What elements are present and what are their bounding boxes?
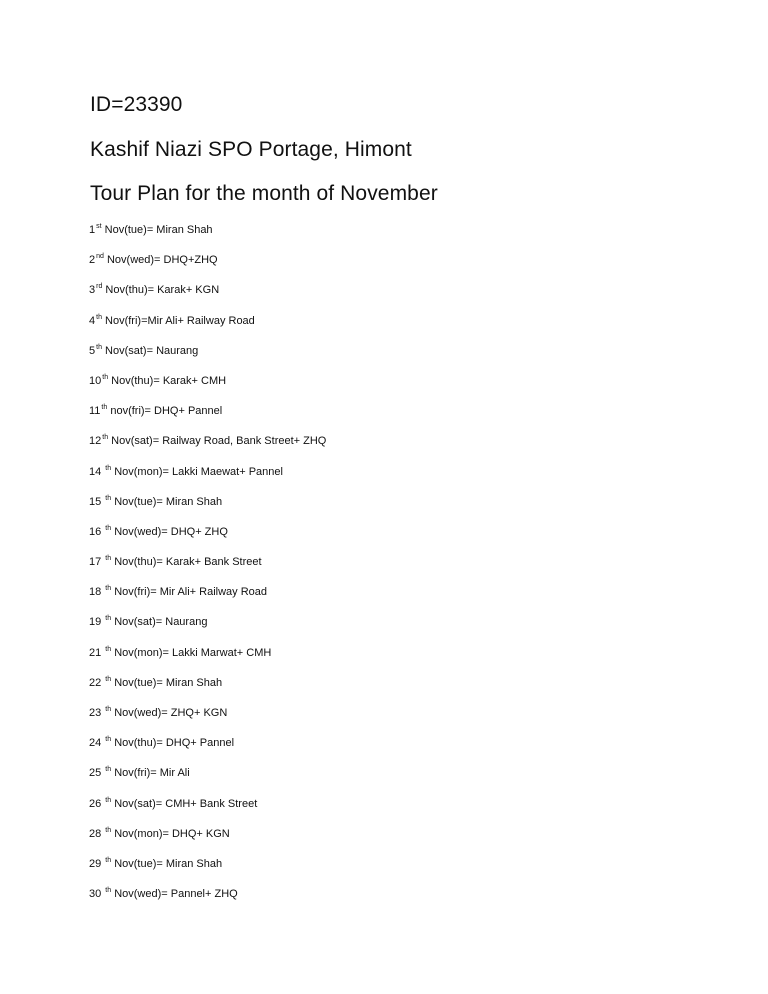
list-item	[89, 584, 326, 614]
entry-text: Nov(tue)= Miran Shah	[114, 495, 223, 508]
entry-text: Nov(fri)=Mir Ali+ Railway Road	[105, 314, 255, 327]
entry-day-suffix: th	[105, 706, 112, 713]
tour-plan-list	[89, 222, 326, 916]
entry-day-suffix: th	[105, 524, 112, 532]
entry-text: Nov(fri)= Mir Ali+ Railway Road	[114, 586, 268, 599]
list-item	[89, 343, 326, 373]
entry-day-suffix: th	[105, 675, 112, 683]
list-item	[89, 252, 326, 282]
entry-day-suffix: rd	[96, 283, 103, 291]
entry-text: Nov(thu)= DHQ+ Pannel	[114, 737, 235, 750]
entry-day: 1	[89, 224, 96, 236]
entry-day: 2	[89, 254, 96, 267]
entry-text: Nov(mon)= DHQ+ KGN	[114, 827, 230, 840]
entry-text: Nov(tue)= Miran Shah	[104, 224, 213, 236]
entry-day: 18	[89, 586, 105, 599]
entry-day-suffix: th	[105, 736, 112, 744]
entry-day-suffix: th	[105, 585, 112, 593]
entry-day: 11	[89, 405, 101, 418]
entry-day: 19	[89, 616, 105, 629]
entry-text: Nov(sat)= Railway Road, Bank Street+ ZHQ	[111, 435, 327, 448]
entry-day-suffix: th	[101, 404, 108, 412]
entry-day-suffix: th	[96, 313, 102, 321]
entry-day: 26	[89, 797, 105, 810]
entry-day: 29	[89, 857, 105, 870]
entry-day-suffix: th	[96, 343, 102, 351]
entry-day: 16	[89, 525, 105, 538]
entry-day: 10	[89, 374, 102, 387]
entry-text: Nov(sat)= CMH+ Bank Street	[114, 797, 258, 810]
list-item	[89, 433, 326, 463]
list-item	[89, 645, 326, 675]
entry-day-suffix: th	[102, 373, 109, 381]
list-item	[89, 796, 326, 826]
list-item	[89, 464, 326, 494]
author-line: Kashif Niazi SPO Portage, Himont	[90, 138, 412, 161]
list-item	[89, 282, 326, 312]
entry-day-suffix: th	[105, 796, 112, 804]
list-item	[89, 524, 326, 554]
entry-day-suffix: th	[105, 856, 112, 864]
entry-day-suffix: th	[105, 887, 112, 895]
entry-day: 15	[89, 495, 105, 508]
list-item	[89, 222, 326, 252]
entry-day-suffix: th	[105, 615, 112, 623]
list-item	[89, 735, 326, 765]
entry-text: Nov(wed)= DHQ+ ZHQ	[114, 525, 228, 538]
entry-text: Nov(thu)= Karak+ Bank Street	[114, 556, 262, 569]
entry-text: Nov(thu)= Karak+ KGN	[105, 284, 220, 297]
entry-text: Nov(thu)= Karak+ CMH	[111, 374, 227, 387]
list-item	[89, 313, 326, 343]
entry-day-suffix: th	[105, 555, 112, 563]
entry-text: Nov(sat)= Naurang	[114, 616, 208, 629]
entry-day: 4	[89, 314, 96, 327]
entry-text: Nov(sat)= Naurang	[105, 344, 199, 357]
entry-text: Nov(mon)= Lakki Marwat+ CMH	[114, 646, 272, 659]
entry-text: Nov(wed)= DHQ+ZHQ	[106, 254, 218, 267]
list-item	[89, 554, 326, 584]
entry-day: 12	[89, 435, 102, 448]
entry-day: 30	[89, 888, 105, 901]
entry-day: 22	[89, 676, 105, 689]
entry-text: Nov(tue)= Miran Shah	[114, 857, 223, 870]
entry-text: Nov(wed)= Pannel+ ZHQ	[114, 888, 238, 901]
entry-day-suffix: th	[105, 826, 112, 834]
list-item	[89, 886, 326, 916]
list-item	[89, 765, 326, 795]
entry-day-suffix: th	[105, 645, 112, 653]
entry-day: 17	[89, 556, 105, 569]
entry-day-suffix: nd	[96, 253, 104, 261]
list-item	[89, 705, 326, 735]
list-item	[89, 494, 326, 524]
list-item	[89, 614, 326, 644]
entry-day-suffix: th	[102, 434, 109, 442]
list-item	[89, 856, 326, 886]
entry-day: 5	[89, 344, 96, 357]
entry-text: Nov(fri)= Mir Ali	[114, 767, 190, 780]
entry-day: 23	[89, 707, 105, 719]
list-item	[89, 675, 326, 705]
list-item	[89, 403, 326, 433]
entry-text: Nov(mon)= Lakki Maewat+ Pannel	[114, 465, 283, 478]
entry-day: 25	[89, 767, 105, 780]
entry-day-suffix: th	[105, 464, 112, 472]
document-title: Tour Plan for the month of November	[90, 182, 438, 205]
entry-day-suffix: st	[96, 223, 102, 230]
document-id: ID=23390	[90, 93, 183, 116]
list-item	[89, 826, 326, 856]
list-item	[89, 373, 326, 403]
entry-text: Nov(wed)= ZHQ+ KGN	[114, 707, 228, 719]
entry-day: 28	[89, 827, 105, 840]
entry-day: 21	[89, 646, 105, 659]
entry-text: nov(fri)= DHQ+ Pannel	[110, 405, 223, 418]
entry-text: Nov(tue)= Miran Shah	[114, 676, 223, 689]
entry-day: 3	[89, 284, 96, 297]
entry-day-suffix: th	[105, 494, 112, 502]
entry-day: 24	[89, 737, 105, 750]
entry-day-suffix: th	[105, 766, 112, 774]
entry-day: 14	[89, 465, 105, 478]
